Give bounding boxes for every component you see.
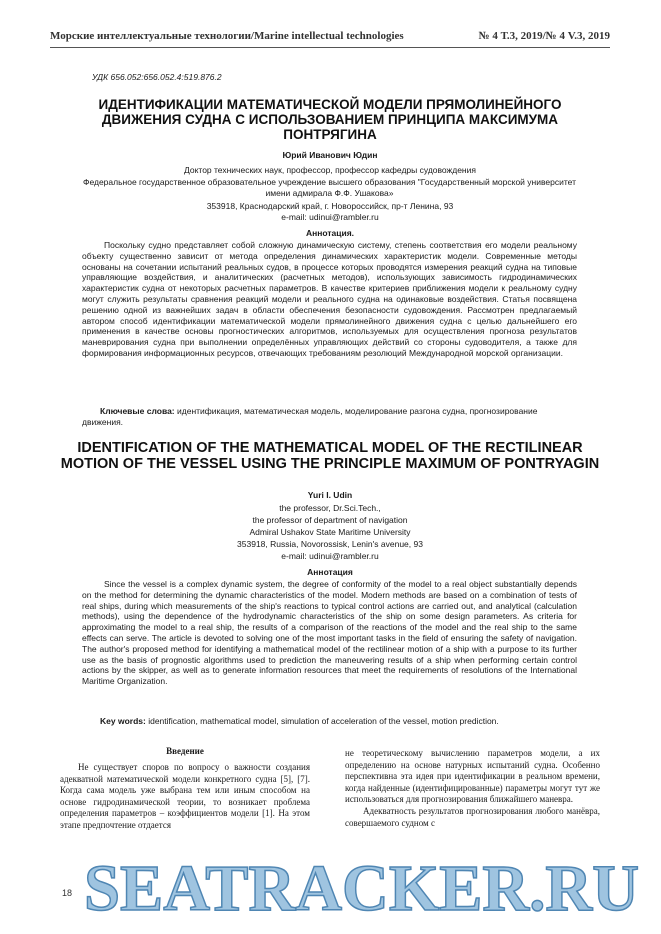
intro-right-paragraph-2: Адекватность результатов прогнозирования любого манёвра, совершаемого судном с	[345, 805, 600, 828]
author-ru: Юрий Иванович Юдин	[282, 150, 378, 160]
abstract-ru: Поскольку судно представляет собой сложную динамическую систему, степень соответствия его модели реальному объекту существенно зависит от метода определения динамических характеристик модели. Современные методы основаны на сочетании испытаний реальных судов, в процессе которых проводятся измерения реакций судна на типовые управляющие воздействия, и аналитических (расчетных методов), использующих зависимость гидродинамических характеристик судна от некоторых расчетных параметров. В качестве критериев приближения модели к реальному судну могут служить результаты сравнения реакций модели и реального судна на одинаковые воздействия. Статья посвящена решению одной из важнейших задач в области обеспечения безопасности судовождения. Рассмотрен предлагаемый автором способ идентификации математической модели прямолинейного движения судна с целью дальнейшего его применения в качестве основы прогностических алгоритмов, используемых для осуществления прогноза результатов маневрирования судна при выполнении определённых управляющих действий со стороны судоводителя, а также для формирования информационных ресурсов, отвечающих требованиям резолюций Международной морской организации.	[82, 240, 577, 358]
keywords-en	[82, 716, 577, 727]
keywords-text-en: identification, mathematical model, simulation of acceleration of the vessel, motion prediction.	[148, 716, 499, 726]
email-ru[interactable]: e-mail: udinui@rambler.ru	[281, 212, 379, 222]
page-number: 18	[62, 888, 73, 898]
watermark-text: SEATRACKER.RU	[84, 852, 639, 925]
intro-right-paragraph-1: не теоретическому вычислению параметров модели, а их определению на основе натурных испытаний судна. Особенно перспективна эта идея при идентификации в реальном времени, когда найденные (идентифицированные) параметры могут тут же использоваться для прогнозирования ближайшего маневра.	[345, 748, 600, 805]
address-en: 353918, Russia, Novorossisk, Lenin's avenue, 93	[237, 539, 423, 549]
affiliation-ru-line1: Доктор технических наук, профессор, профессор кафедры судовождения	[184, 165, 476, 175]
abstract-heading-ru: Аннотация.	[305, 228, 355, 238]
issue-number: № 4 Т.3, 2019/№ 4 V.3, 2019	[478, 30, 610, 42]
introduction-heading: Введение	[166, 746, 204, 756]
email-en[interactable]: e-mail: udinui@rambler.ru	[281, 551, 379, 561]
keywords-ru	[82, 406, 577, 428]
keywords-text-ru: идентификация, математическая модель, моделирование разгона судна, прогнозирование движения.	[82, 406, 538, 427]
udc-code: УДК 656.052:656.052.4:519.876.2	[92, 72, 222, 82]
author-en-dept: the professor of department of navigation	[252, 515, 408, 525]
journal-title: Морские интеллектуальные технологии/Marine intellectual technologies	[50, 30, 404, 42]
author-en-title: the professor, Dr.Sci.Tech.,	[279, 503, 381, 513]
title-en: IDENTIFICATION OF THE MATHEMATICAL MODEL OF THE RECTILINEAR MOTION OF THE VESSEL USING THE PRINCIPLE MAXIMUM OF PONTRYAGIN	[60, 440, 600, 472]
author-en-university: Admiral Ushakov State Maritime University	[249, 527, 411, 537]
intro-right-column	[345, 748, 600, 829]
keywords-label-ru: Ключевые слова:	[100, 406, 175, 416]
watermark	[84, 846, 644, 926]
abstract-heading-en: Аннотация	[307, 567, 353, 577]
abstract-en: Since the vessel is a complex dynamic system, the degree of conformity of the model to a real object substantially depends on the method for determining the dynamic characteristics of the model. Modern methods are based on a combination of tests of real ships, during which measurements of the ship's reactions to typical control actions are carried out, and analytical (calculation methods), using the dependence of the hydrodynamic characteristics of the ship on some design parameters. As criteria for approximating the model to a real ship, the results of a comparison of the reactions of the model and the real ship to the same effects can serve. The article is devoted to solving one of the most important tasks in the field of ensuring the safety of navigation. The author's proposed method for identifying a mathematical model of the rectilinear motion of a ship with a purpose to its further use as the basis of prognostic algorithms used to prediction the maneuvering results of a ship when performing certain control actions by the skipper, as well as to generate information resources that meet the requirements of resolutions of the International Maritime Organization.	[82, 579, 577, 687]
address-ru: 353918, Краснодарский край, г. Новороссийск, пр-т Ленина, 93	[206, 201, 454, 211]
author-en: Yuri I. Udin	[307, 490, 353, 500]
keywords-label-en: Key words:	[100, 716, 146, 726]
intro-left-paragraph: Не существует споров по вопросу о важности создания адекватной математической модели конкретного судна [5], [7]. Когда сама модель уже выбрана тем или иным способом на основе гидродинамической теории, то возникает проблема определения параметров – коэффициентов модели [1]. На этом этапе предпочтение отдается	[60, 762, 310, 830]
header-divider	[50, 47, 610, 48]
title-ru: ИДЕНТИФИКАЦИИ МАТЕМАТИЧЕСКОЙ МОДЕЛИ ПРЯМОЛИНЕЙНОГО ДВИЖЕНИЯ СУДНА С ИСПОЛЬЗОВАНИЕМ ПРИНЦИПА МАКСИМУМА ПОНТРЯГИНА	[98, 97, 562, 142]
affiliation-ru-line2: Федеральное государственное образовательное учреждение высшего образования "Государственный морской университет имени адмирала Ф.Ф. Ушакова»	[82, 177, 576, 198]
intro-left-column	[60, 762, 310, 832]
